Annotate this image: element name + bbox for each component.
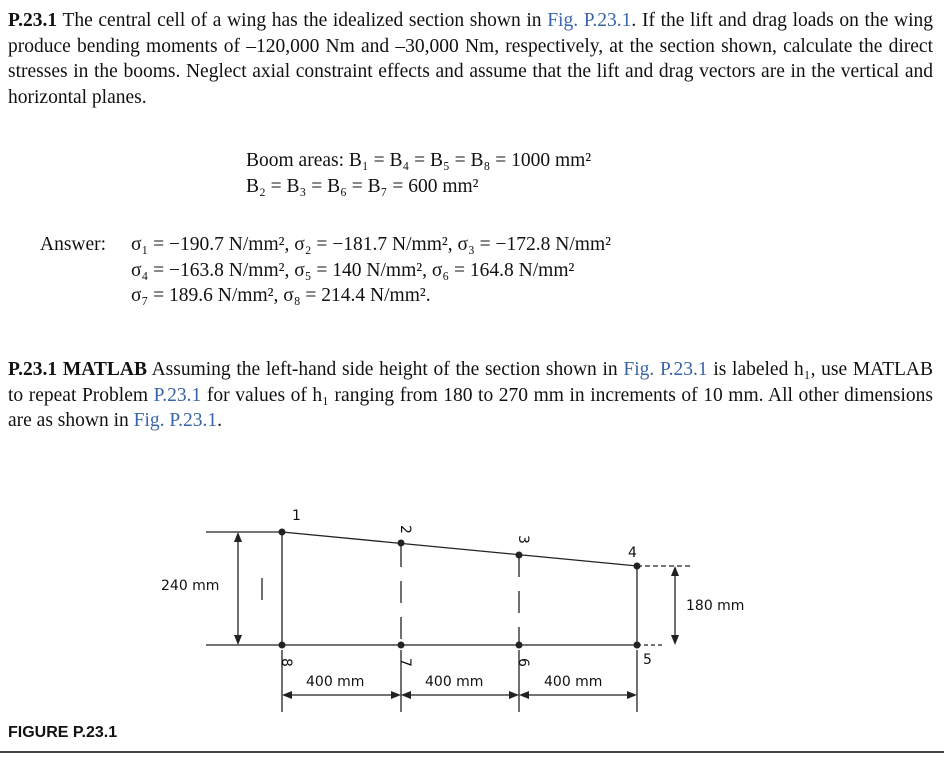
bottom-rule [0, 751, 944, 753]
left-height-label: 240 mm [161, 578, 220, 594]
boom-4 [634, 563, 641, 570]
boom-2 [398, 540, 405, 547]
problem-text-a: The central cell of a wing has the idealized section shown in [62, 10, 548, 31]
boom-areas-eq-1: B₁ = B₄ = B₅ = B₈ = 1000 mm² [348, 150, 592, 171]
span-label-2: 400 mm [425, 674, 484, 690]
matlab-text-d: . [217, 410, 222, 431]
matlab-id: P.23.1 MATLAB [8, 359, 147, 380]
boom-3 [516, 552, 523, 559]
top-skin-line [282, 532, 637, 566]
answer-line-1: σ₁ = −190.7 N/mm², σ₂ = −181.7 N/mm², σ₃ = −172.8 N/mm² [131, 234, 611, 255]
boom-label-5: 5 [643, 652, 652, 668]
answer-line-3: σ₇ = 189.6 N/mm², σ₈ = 214.4 N/mm². [131, 285, 431, 306]
figure-caption: FIGURE P.23.1 [8, 724, 118, 741]
answer-line-2: σ₄ = −163.8 N/mm², σ₅ = 140 N/mm², σ₆ = 164.8 N/mm² [131, 260, 575, 281]
span-label-1: 400 mm [306, 674, 365, 690]
boom-label-6: 6 [515, 658, 531, 667]
figure-link-2[interactable]: Fig. P.23.1 [133, 410, 218, 431]
boom-areas-label: Boom areas: [246, 150, 345, 171]
boom-label-7: 7 [397, 658, 413, 667]
boom-areas-eq-2: B₂ = B₃ = B₆ = B₇ = 600 mm² [246, 176, 479, 197]
boom-label-4: 4 [628, 545, 637, 561]
right-height-label: 180 mm [686, 598, 745, 614]
boom-1 [279, 529, 286, 536]
matlab-text-c: for values of h₁ ranging from 180 to 270 mm in increments of 10 mm. All other dimensions are as shown in [8, 384, 933, 431]
problem-text-b: . If the lift and drag loads on the wing produce bending moments of –120,000 Nm and –30,000 Nm, respectively, at the section shown, calculate the direct stresses in the booms. Neglect axial constraint effects and assume that the lift and drag vectors are in the vertical and horizontal planes. [8, 10, 934, 108]
matlab-text-b: is labeled h₁, use MATLAB to repeat Problem [8, 359, 934, 406]
boom-5 [634, 642, 641, 649]
boom-label-1: 1 [292, 508, 301, 524]
answer-label: Answer: [40, 234, 107, 255]
boom-8 [279, 642, 286, 649]
figure-link-1[interactable]: Fig. P.23.1 [623, 359, 708, 380]
figure-link[interactable]: Fig. P.23.1 [547, 10, 632, 31]
boom-label-3: 3 [515, 535, 531, 544]
span-label-3: 400 mm [544, 674, 603, 690]
boom-label-8: 8 [278, 658, 294, 667]
boom-label-2: 2 [397, 525, 413, 534]
matlab-text-a: Assuming the left-hand side height of the section shown in [146, 359, 624, 380]
problem-id: P.23.1 [8, 10, 58, 31]
boom-6 [516, 642, 523, 649]
problem-link[interactable]: P.23.1 [153, 384, 202, 406]
boom-7 [398, 642, 405, 649]
